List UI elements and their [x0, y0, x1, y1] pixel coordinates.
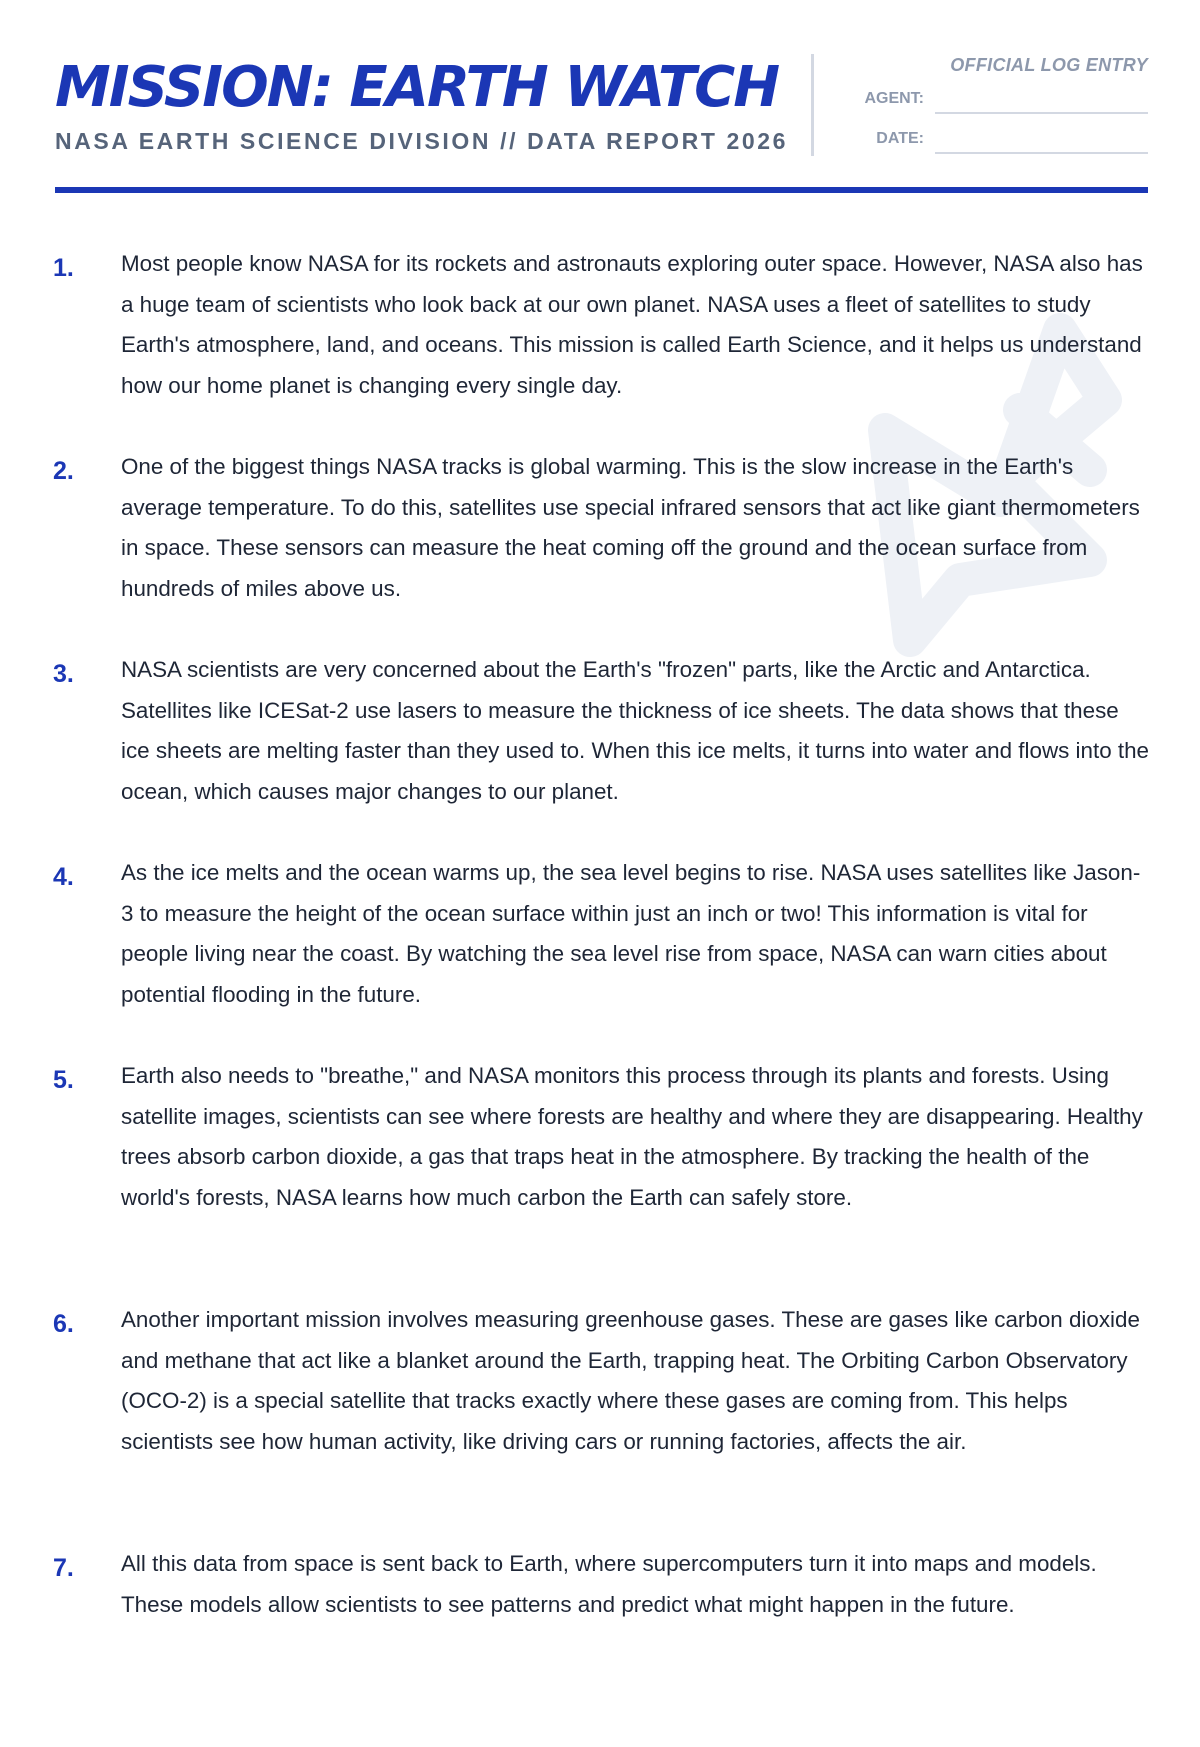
log-entry-box — [845, 52, 1148, 158]
item-number: 5. — [53, 1066, 74, 1094]
item-text: As the ice melts and the ocean warms up, the sea level begins to rise. NASA uses satellites like Jason-3 to measure the height of the ocean surface within just an inch or two! This information is vital for people living near the coast. By watching the sea level rise from space, NASA can warn cities about potential flooding in the future. — [121, 860, 1141, 1007]
header-divider — [811, 54, 814, 156]
item-number: 3. — [53, 660, 74, 688]
item-number: 6. — [53, 1310, 74, 1338]
list-item — [0, 244, 1200, 447]
page-title: MISSION: EARTH WATCH — [55, 55, 779, 120]
item-text: One of the biggest things NASA tracks is global warming. This is the slow increase in the Earth's average temperature. To do this, satellites use special infrared sensors that act like giant thermometers in space. These sensors can measure the heat coming off the ground and the ocean surface from hundreds of miles above us. — [121, 454, 1140, 601]
item-text: Most people know NASA for its rockets and astronauts exploring outer space. However, NASA also has a huge team of scientists who look back at our own planet. NASA uses a fleet of satellites to study Earth's atmosphere, land, and oceans. This mission is called Earth Science, and it helps us understand how our home planet is changing every single day. — [121, 251, 1143, 398]
date-line[interactable] — [935, 152, 1148, 154]
list-item — [0, 447, 1200, 650]
date-label: DATE: — [876, 130, 924, 147]
header — [55, 52, 1148, 158]
date-field[interactable] — [845, 130, 1148, 156]
item-number: 7. — [53, 1554, 74, 1582]
item-text: NASA scientists are very concerned about the Earth's "frozen" parts, like the Arctic and Antarctica. Satellites like ICESat-2 use lasers to measure the thickness of ice sheets. The data shows that these ice sheets are melting faster than they used to. When this ice melts, it turns into water and flows into the ocean, which causes major changes to our planet. — [121, 657, 1149, 804]
list-item — [0, 1056, 1200, 1300]
list-item — [0, 1544, 1200, 1747]
item-number: 4. — [53, 863, 74, 891]
agent-label: AGENT: — [864, 90, 924, 107]
header-rule — [55, 187, 1148, 193]
list-item — [0, 853, 1200, 1056]
item-text: Another important mission involves measuring greenhouse gases. These are gases like carbon dioxide and methane that act like a blanket around the Earth, trapping heat. The Orbiting Carbon Observatory (OCO-2) is a special satellite that tracks exactly where these gases are coming from. This helps scientists see how human activity, like driving cars or running factories, affects the air. — [121, 1307, 1140, 1454]
agent-line[interactable] — [935, 112, 1148, 114]
item-text: All this data from space is sent back to Earth, where supercomputers turn it into maps and models. These models allow scientists to see patterns and predict what might happen in the future. — [121, 1551, 1097, 1617]
numbered-list — [0, 244, 1200, 1747]
item-number: 2. — [53, 457, 74, 485]
item-text: Earth also needs to "breathe," and NASA monitors this process through its plants and forests. Using satellite images, scientists can see where forests are healthy and where they are disappearing. Healthy trees absorb carbon dioxide, a gas that traps heat in the atmosphere. By tracking the health of the world's forests, NASA learns how much carbon the Earth can safely store. — [121, 1063, 1143, 1210]
item-number: 1. — [53, 254, 74, 282]
agent-field[interactable] — [845, 90, 1148, 116]
list-item — [0, 650, 1200, 853]
page-subtitle: NASA EARTH SCIENCE DIVISION // DATA REPORT 2026 — [55, 128, 789, 154]
log-entry-title: OFFICIAL LOG ENTRY — [950, 55, 1148, 75]
list-item — [0, 1300, 1200, 1544]
